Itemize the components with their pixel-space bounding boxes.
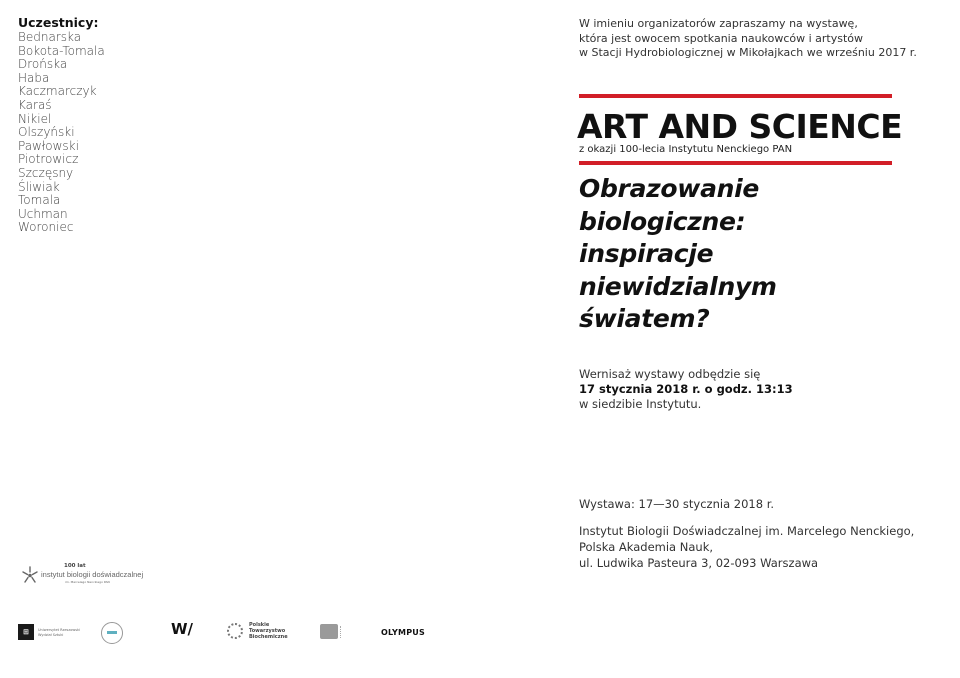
ptb-line3: Biochemiczne [249, 634, 288, 640]
participant-name: Haba [18, 70, 50, 85]
participant-name: Bokota-Tomala [18, 43, 105, 58]
society-mark-icon [320, 624, 338, 639]
address-line: ul. Ludwika Pasteura 3, 02-093 Warszawa [579, 556, 819, 570]
participant-name: Piotrowicz [18, 152, 79, 167]
society-text-icon [340, 626, 351, 638]
exhibition-title-line: niewidzialnym [579, 271, 777, 301]
nencki-sub: im. Marcelego Nenckiego PAN [65, 580, 110, 584]
participant-name: Uchman [18, 206, 68, 221]
participant-name: Drońska [18, 57, 68, 72]
address-line: Polska Akademia Nauk, [579, 540, 714, 554]
participants-list [18, 16, 198, 235]
participant-names [18, 31, 198, 235]
grey-society-logo [320, 624, 352, 640]
intro-line: w Stacji Hydrobiologicznej w Mikołajkach we wrześniu 2017 r. [579, 46, 917, 59]
wave-icon [107, 631, 117, 634]
participant-name: Nikiel [18, 111, 52, 126]
main-title: ART AND SCIENCE [577, 107, 903, 146]
opening-line: Wernisaż wystawy odbędzie się [579, 367, 761, 381]
opening-place: w siedzibie Instytutu. [579, 397, 702, 411]
ptb-line2: Towarzystwo [249, 628, 286, 634]
ptb-logo [227, 622, 297, 644]
ptb-line1: Polskie [249, 622, 270, 628]
participant-name: Karaś [18, 97, 52, 112]
intro-line: W imieniu organizatorów zapraszamy na wystawę, [579, 17, 858, 30]
gear-icon [227, 623, 243, 639]
participant-name: Kaczmarczyk [18, 84, 97, 99]
participants-heading: Uczestnicy: [18, 15, 99, 30]
olympus-logo: OLYMPUS [381, 628, 425, 637]
nencki-years: 100 lat [64, 563, 86, 569]
invitation-intro [579, 17, 919, 61]
participant-name: Pawłowski [18, 138, 79, 153]
red-divider-bottom [579, 161, 892, 165]
ur-art-faculty-logo [18, 624, 81, 642]
address-line: Instytut Biologii Doświadczalnej im. Marcelego Nenckiego, [579, 524, 915, 538]
exhibition-title-line: biologiczne: [579, 206, 746, 236]
exhibition-title-line: Obrazowanie [579, 174, 760, 203]
exhibition-title-line: światem? [579, 304, 710, 333]
participant-name: Szczęsny [18, 165, 74, 180]
participant-name: Bednarska [18, 30, 82, 44]
opening-info [579, 367, 899, 412]
nencki-logo [20, 563, 144, 587]
intro-line: która jest owocem spotkania naukowców i artystów [579, 31, 864, 45]
participant-name: Olszyński [18, 125, 75, 140]
exhibition-dates: Wystawa: 17—30 stycznia 2018 r. [579, 497, 775, 511]
participant-name: Tomala [18, 193, 61, 208]
round-emblem-logo [101, 622, 123, 644]
main-subtitle: z okazji 100-lecia Instytutu Nenckiego PAN [579, 144, 793, 155]
star-icon [20, 565, 40, 585]
nencki-name: instytut biologii doświadczalnej [41, 570, 144, 579]
red-divider-top [579, 94, 892, 98]
exhibition-title-line: inspiracje [579, 239, 714, 268]
ur-line1: Uniwersytet Rzeszowski [38, 628, 81, 632]
address [579, 523, 919, 571]
ur-line2: Wydział Sztuki [38, 633, 64, 637]
exhibition-title [579, 173, 879, 336]
participant-name: Śliwiak [18, 179, 60, 194]
participant-name: Woroniec [18, 220, 74, 235]
opening-date: 17 stycznia 2018 r. o godz. 13:13 [579, 382, 793, 396]
w-logo-icon: W/ [171, 620, 194, 638]
ur-mark-icon: ⊞ [18, 624, 34, 640]
